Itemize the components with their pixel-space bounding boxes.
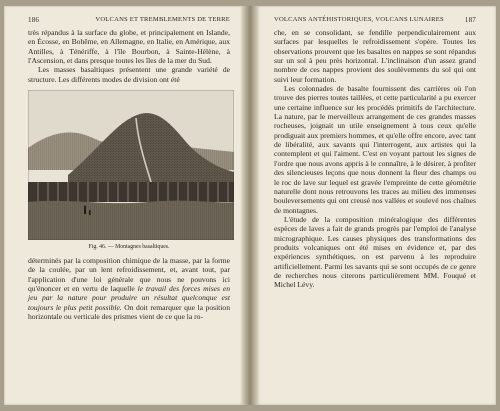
left-paragraph-3-start: déterminés par la composition chimique de la masse, par la forme de la coulée, par un lent refroidissement, et, avant tout, par l'application d'une loi générale que nous ne pouvons ici qu'énoncer et en vertu de laquelle [28,256,230,294]
right-paragraph-1: che, en se consolidant, se fendille perpendiculairement aux surfaces par lesquelles le refroidissement s'opère. Toutes les observations prouvent que les basaltes en nappes se sont répandus sur un sol à peu près horizontal. L'inclinaison d'un assez grand nombre de ces nappes provient des soulèvements du sol qui ont suivi leur formation. [274,28,476,84]
left-page [4,6,242,405]
right-paragraph-3: L'étude de la composition minéralogique des différentes espèces de laves a fait de grands progrès par l'emploi de l'analyse micrographique. Les causes physiques des transformations des produits volcaniques ont été mises en évidence et, par des expériences synthétiques, on est parvenu à les reproduire artificiellement. Parmi les savants qui se sont occupés de ce genre de recherches nous citerons particulièrement MM. Fouqué et Michel Lévy. [274,214,476,290]
left-paragraph-3 [28,256,230,321]
basalt-columns [28,182,234,202]
left-running-head [28,16,230,24]
left-running-title: VOLCANS ET TREMBLEMENTS DE TERRE [95,16,230,23]
left-text-continued [28,256,230,321]
right-page [258,6,496,405]
left-page-number: 186 [28,16,40,24]
figure-caption: Fig. 46. — Montagnes basaltiques. [88,244,170,251]
basalt-mountains-engraving [28,90,234,240]
figure-basalt-mountains [28,90,230,240]
right-page-number: 187 [464,16,476,24]
book-gutter [242,6,258,405]
left-paragraph-3-end: On doit remarquer que la position horizontale ou verticale des prismes vient de ce que la ro- [28,302,230,322]
left-text [28,28,230,84]
left-paragraph-3-italic: le travail des forces mises en jeu par la nature pour produire un résultat quelconque est toujours le plus petit possible. [28,284,230,312]
right-paragraph-2: Les colonnades de basalte fournissent des carrières où l'on trouve des pierres toutes taillées, et cette particularité a pu exercer une certaine influence sur les procédés primitifs de l'architecture. La nature, par le merveilleux arrangement de ces grandes masses rocheuses, joignait un utile enseignement à tous ceux qu'elle prodiguait aux premiers hommes, et qu'elle offre encore, avec tant de libéralité, aux savants qui l'interrogent, aux artistes qui la contemplent et qui l'aiment. C'est en voyant partout les signes de l'ordre que nous avons appris à le connaître, à le désirer, à profiter des silencieuses leçons que nous donnent la fleur des champs ou le roc de lave sur lequel est gravée l'empreinte de cette géométrie naturelle dont nous retrouvons les traces au milieu des immenses bouleversements qui ont creusé nos vallées et soulevé nos chaînes de montagnes. [274,84,476,215]
left-paragraph-2: Les masses basaltiques présentent une grande variété de structure. Les différents modes de division ont été [28,65,230,84]
left-paragraph-1: très répandus à la surface du globe, et principalement en Islande, en Écosse, en Bohême, en Allemagne, en Italie, en Amérique, aux Antilles, à Ténériffe, à l'île Bourbon, à Sainte-Hélène, à l'Ascension, et dans presque toutes les îles de la mer du Sud. [28,28,230,66]
right-text [274,28,476,290]
right-running-head [274,16,476,24]
right-running-title: VOLCANS ANTÉHISTORIQUES, VOLCANS LUNAIRES [274,16,444,23]
